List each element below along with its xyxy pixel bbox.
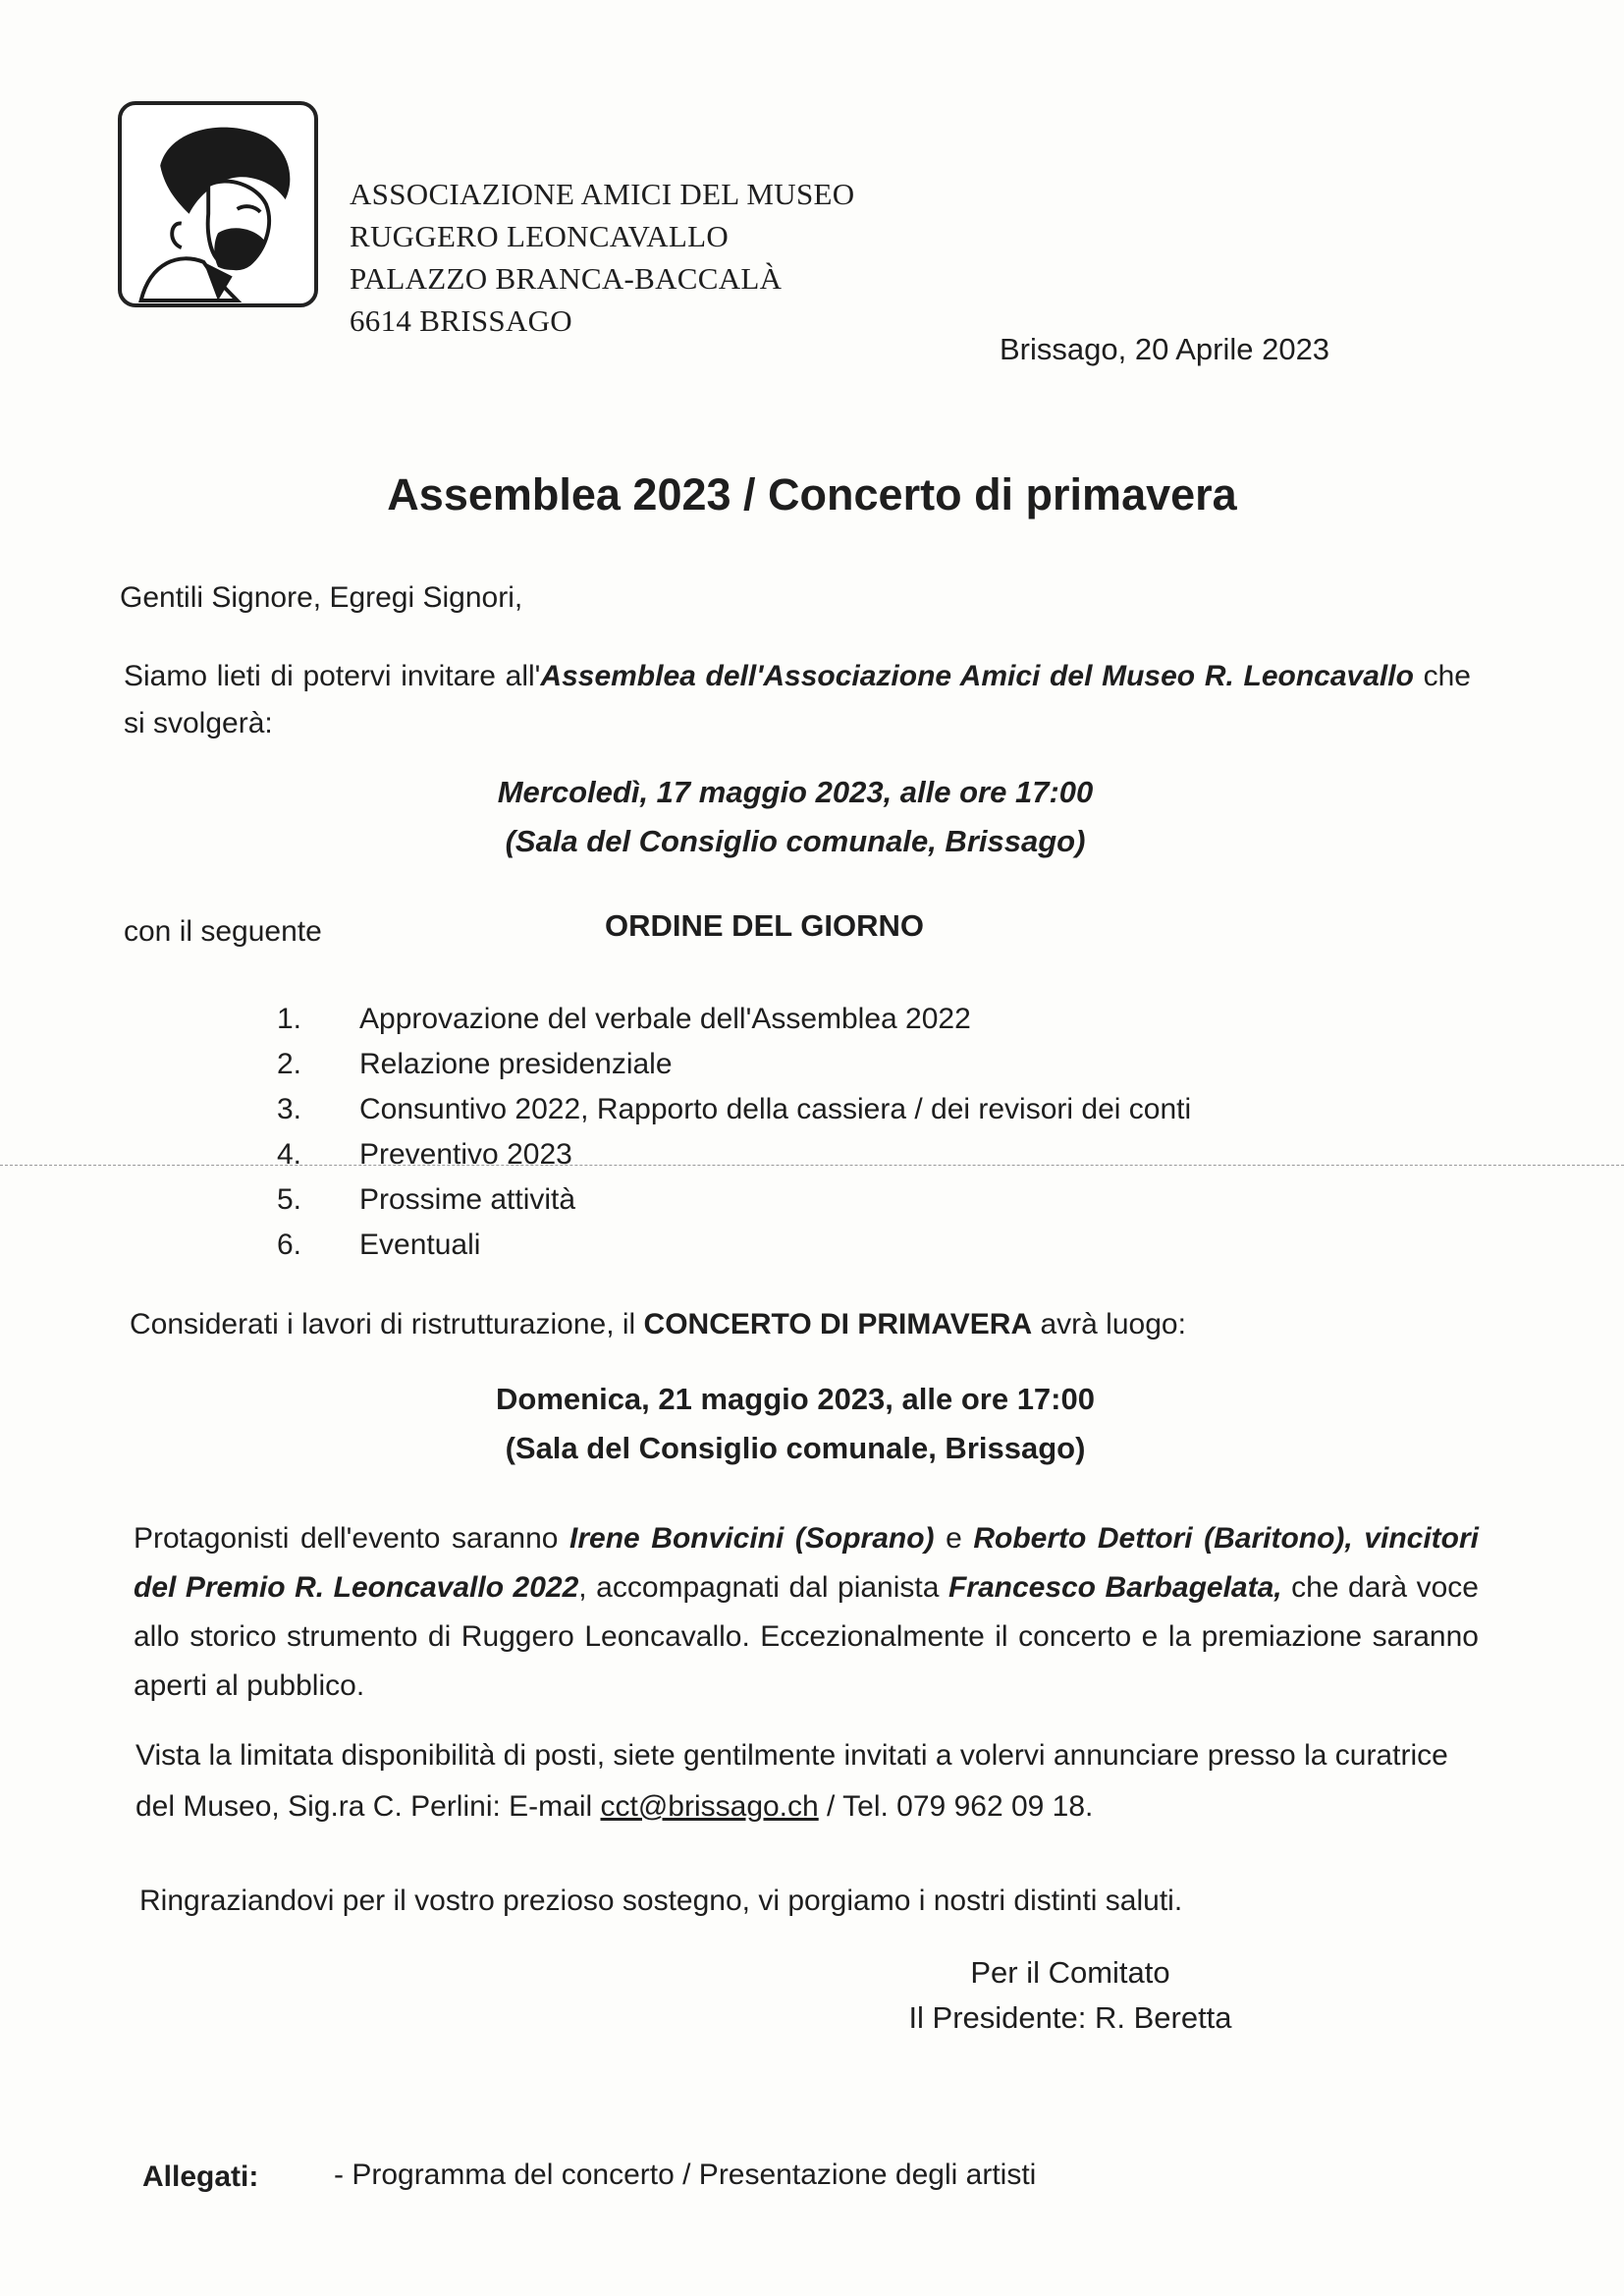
concert-intro-after: avrà luogo: [1032,1308,1186,1340]
list-item [277,1177,1191,1223]
caricature-portrait-icon [122,105,314,303]
concert-intro-before: Considerati i lavori di ristrutturazione, il [130,1308,644,1340]
list-item [277,997,1191,1042]
attachments-label: Allegati: [142,2160,259,2193]
concert-highlight: CONCERTO DI PRIMAVERA [643,1308,1033,1340]
item-number: 5. [277,1183,302,1216]
booking-paragraph [135,1730,1471,1832]
fold-line [0,1165,1624,1166]
list-item [277,1132,1191,1177]
item-number: 6. [277,1229,302,1261]
letter-date: Brissago, 20 Aprile 2023 [1000,332,1330,366]
booking-after: / Tel. 079 962 09 18. [818,1790,1094,1823]
assembly-place: (Sala del Consiglio comunale, Brissago) [505,824,1086,858]
item-text: Consuntivo 2022, Rapporto della cassiera / dei revisori dei conti [359,1093,1192,1125]
item-text: Approvazione del verbale dell'Assemblea 2022 [359,1003,971,1035]
item-number: 3. [277,1093,302,1125]
org-line: PALAZZO BRANCA-BACCALÀ [350,261,783,296]
text-run: Protagonisti dell'evento saranno [134,1522,570,1555]
item-text: Eventuali [359,1229,481,1261]
concert-intro [130,1301,1186,1348]
booking-before: Vista la limitata disponibilità di posti, siete gentilmente invitati a volervi annunciare presso la curatrice del Museo, Sig.ra C. Perlini: E-mail [135,1739,1448,1823]
list-item [277,1042,1191,1087]
singer-baritone: Roberto Dettori (Baritono), vincitori del Premio R. Leoncavallo 2022 [134,1522,1480,1604]
org-line: 6614 BRISSAGO [350,303,572,338]
singer-soprano: Irene Bonvicini (Soprano) [569,1522,935,1555]
pianist-name: Francesco Barbagelata, [947,1571,1282,1604]
item-number: 1. [277,1003,302,1035]
item-text: Prossime attività [359,1183,576,1216]
greeting: Gentili Signore, Egregi Signori, [120,581,523,614]
text-run: e [934,1522,974,1555]
signature-line: Per il Comitato [970,1955,1170,1990]
list-item [277,1087,1191,1132]
item-text: Preventivo 2023 [359,1138,572,1171]
assembly-date-time: Mercoledì, 17 maggio 2023, alle ore 17:00 [497,775,1094,809]
invitation-paragraph [124,653,1471,747]
invitation-intro: Siamo lieti di potervi invitare all' [124,660,541,692]
concert-place: (Sala del Consiglio comunale, Brissago) [505,1431,1086,1465]
item-text: Relazione presidenziale [359,1048,673,1080]
agenda-heading: ORDINE DEL GIORNO [605,908,924,943]
closing-paragraph: Ringraziandovi per il vostro prezioso sostegno, vi porgiamo i nostri distinti saluti. [139,1885,1183,1917]
item-number: 4. [277,1138,302,1171]
agenda-list [277,997,1191,1268]
association-logo [118,101,318,307]
agenda-lead: con il seguente [124,915,322,948]
assembly-name: Assemblea dell'Associazione Amici del Museo R. Leoncavallo [540,660,1414,692]
invitation-outro: che si svolgerà: [124,660,1471,739]
text-run: , accompagnati dal pianista [578,1571,948,1604]
signature-block [874,1950,1267,2041]
concert-when [0,1375,1591,1473]
org-line: ASSOCIAZIONE AMICI DEL MUSEO [350,177,855,211]
item-number: 2. [277,1048,302,1080]
org-line: RUGGERO LEONCAVALLO [350,219,730,253]
concert-date-time: Domenica, 21 maggio 2023, alle ore 17:00 [496,1382,1095,1416]
email-link[interactable]: cct@brissago.ch [600,1790,819,1823]
list-item [277,1223,1191,1268]
assembly-when [0,768,1591,866]
protagonists-paragraph [134,1514,1479,1711]
document-title: Assemblea 2023 / Concerto di primavera [387,469,1237,519]
signature-line: Il Presidente: R. Beretta [908,2000,1232,2035]
org-address-block [350,173,854,342]
text-run: che darà voce allo storico strumento di Ruggero Leoncavallo. Eccezionalmente il concerto e la premiazione saranno aperti al pubblico. [134,1571,1479,1702]
attachments-text: - Programma del concerto / Presentazione degli artisti [334,2159,1037,2191]
